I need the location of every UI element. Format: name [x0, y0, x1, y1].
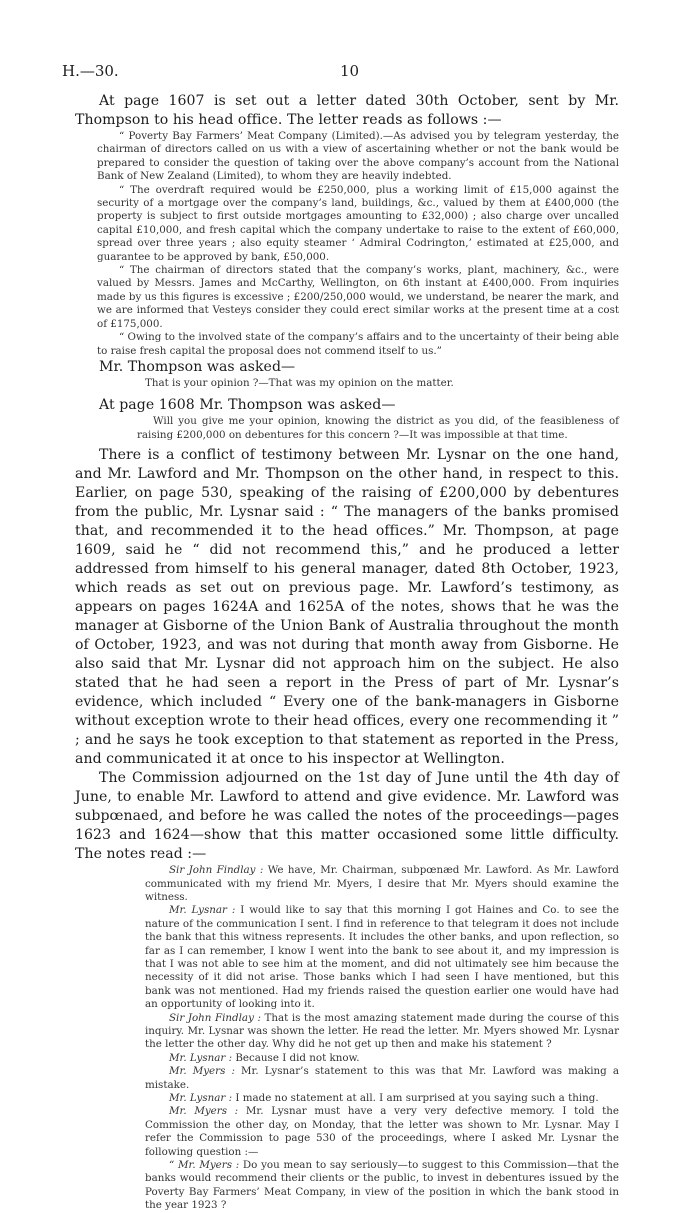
paragraph-thompson-asked: Mr. Thompson was asked— — [99, 358, 296, 375]
note-speaker: Mr. Lysnar : — [169, 1051, 233, 1064]
note-entry — [145, 1012, 619, 1052]
report-reference: H.—30. — [62, 62, 119, 80]
quoted-question: Will you give me your opinion, knowing the district as you did, of the feasibleness of raising £200,000 on debentures for this concern ?—It was impossible at that time. — [137, 415, 619, 441]
note-speaker: Mr. Lysnar : — [169, 1092, 233, 1105]
letter-paragraph: “ The overdraft required would be £250,000, plus a working limit of £15,000 against the security of a mortgage over the company’s land, buildings, &c., valued by them at £400,000 (the property is subject to first outside mortgages amounting to £32,000) ; also charge over uncalled capital £10,000, and fresh capital which the company undertake to raise to the extent of £60,000, spread over three years ; also equity steamer ‘ Admiral Codrington,’ estimated at £25,000, and guarantee to be approved by bank, £50,000. — [97, 183, 619, 263]
note-text: Because I did not know. — [235, 1051, 360, 1064]
note-speaker: Mr. Lysnar : — [169, 904, 236, 917]
note-entry — [145, 1159, 619, 1213]
quoted-letter — [89, 130, 619, 358]
note-entry — [145, 864, 619, 904]
letter-paragraph: “ Owing to the involved state of the company’s affairs and to the uncertainty of their being able to raise fresh capital the proposal does not commend itself to us.” — [97, 331, 620, 357]
letter-paragraph: “ The chairman of directors stated that the company’s works, plant, machinery, &c., were valued by Messrs. James and McCarthy, Wellington, on 6th instant at £400,000. From inquiries made by us this figures is excessive ; £200/250,000 would, we understand, be nearer the mark, and we are informed that Vesteys consider they could erect similar works at the present time at a cost of £175,000. — [97, 264, 619, 330]
paragraph-letter-intro: At page 1607 is set out a letter dated 30th October, sent by Mr. Thompson to his head office. The letter reads as follows :— — [75, 93, 619, 128]
note-text: We have, Mr. Chairman, subpœnæd Mr. Lawford. As Mr. Lawford communicated with my friend Mr. Myers, I desire that Mr. Myers should examine the witness. — [145, 864, 620, 903]
note-text: I made no statement at all. I am surprised at you saying such a thing. — [235, 1092, 599, 1105]
note-text: Mr. Lysnar’s statement to this was that Mr. Lawford was making a mistake. — [145, 1065, 619, 1091]
paragraph-conflict-of-testimony: There is a conflict of testimony between Mr. Lysnar on the one hand, and Mr. Lawford and Mr. Thompson on the other hand, in respect to this. Earlier, on page 530, speaking of the raising of £200,000 by debentures from the public, Mr. Lysnar said : “ The managers of the banks promised that, and recommended it to the head offices.” Mr. Thompson, at page 1609, said he “ did not recommend this,” and he produced a letter addressed from himself to his general manager, dated 8th October, 1923, which reads as set out on previous page. Mr. Lawford’s testimony, as appears on pages 1624A and 1625A of the notes, shows that he was the manager at Gisborne of the Union Bank of Australia throughout the month of October, 1923, and was not during that month away from Gisborne. He also said that Mr. Lysnar did not approach him on the subject. He also stated that he had seen a report in the Press of part of Mr. Lysnar’s evidence, which included “ Every one of the bank-managers in Gisborne without exception wrote to their head offices, every one recommending it ” ; and he says he took exception to that statement as reported in the Press, and communicated it at once to his inspector at Wellington. — [75, 447, 619, 768]
note-entry — [145, 1092, 619, 1105]
note-speaker: Sir John Findlay : — [169, 1011, 261, 1024]
note-entry — [145, 904, 619, 1011]
note-entry — [145, 1065, 619, 1092]
page-number: 10 — [340, 62, 360, 80]
body-text — [75, 92, 619, 1213]
paragraph-commission-adjourned: The Commission adjourned on the 1st day of June until the 4th day of June, to enable Mr. Lawford to attend and give evidence. Mr. Lawford was subpœnaed, and before he was called the notes of the proceedings—pages 1623 and 1624—show that this matter occasioned some little difficulty. The notes read :— — [75, 770, 619, 863]
quoted-answer: That is your opinion ?—That was my opinion on the matter. — [145, 376, 454, 389]
note-speaker: Sir John Findlay : — [169, 864, 264, 877]
note-speaker: “ Mr. Myers : — [169, 1159, 240, 1172]
paragraph-page-1608: At page 1608 Mr. Thompson was asked— — [99, 397, 396, 414]
note-text: Mr. Lysnar must have a very very defective memory. I told the Commission the other day, on Monday, that the letter was shown to Mr. Lysnar. May I refer the Commission to page 530 of the proceedings, where I asked Mr. Lysnar the following question :— — [145, 1105, 619, 1158]
page-header — [62, 62, 642, 82]
note-entry — [145, 1105, 619, 1159]
note-text: I would like to say that this morning I got Haines and Co. to see the nature of the communication I sent. I find in reference to that telegram it does not include the bank that this witness represents. It includes the other banks, and upon reflection, so far as I can remember, I know I went into the bank to see about it, and my impression is that I was not able to see him at the moment, and did not ultimately see him because the necessity of it did not arise. Those banks which I had seen I have mentioned, but this bank was not mentioned. Had my friends raised the question earlier one would have had an opportunity of looking into it. — [145, 904, 619, 1011]
note-speaker: Mr. Myers : — [169, 1105, 239, 1118]
note-text: That is the most amazing statement made during the course of this inquiry. Mr. Lysnar was shown the letter. He read the letter. Mr. Myers showed Mr. Lysnar the letter the other day. Why did he not get up then and make his statement ? — [145, 1011, 619, 1051]
note-text: Do you mean to say seriously—to suggest to this Commission—that the banks would recommend their clients or the public, to invest in debentures issued by the Poverty Bay Farmers’ Meat Company, in view of the position in which the bank stood in the year 1923 ? — [145, 1159, 619, 1212]
proceedings-notes — [145, 864, 619, 1213]
letter-paragraph: “ Poverty Bay Farmers’ Meat Company (Limited).—As advised you by telegram yesterday, the chairman of directors called on us with a view of ascertaining whether or not the bank would be prepared to consider the question of taking over the above company’s account from the National Bank of New Zealand (Limited), to whom they are heavily indebted. — [97, 130, 619, 183]
note-speaker: Mr. Myers : — [169, 1065, 235, 1078]
note-entry — [145, 1052, 619, 1065]
